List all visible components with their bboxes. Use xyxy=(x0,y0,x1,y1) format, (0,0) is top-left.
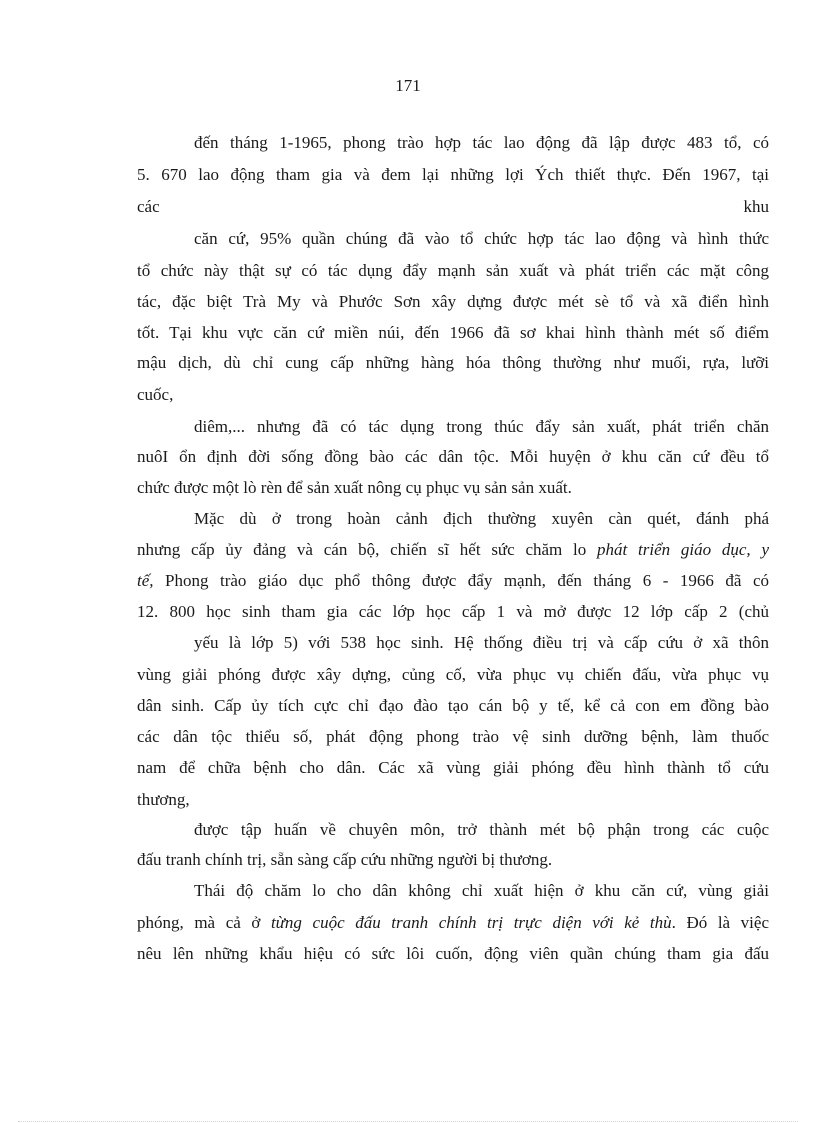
text-line: diêm,... nhưng đã có tác dụng trong thúc đẩy sản xuất, phát triển chăn xyxy=(194,417,769,436)
text-line: tốt. Tại khu vực căn cứ miền núi, đến 1966 đã sơ khai hình thành mét số điểm xyxy=(137,323,769,342)
text-line: căn cứ, 95% quần chúng đã vào tổ chức hợp tác lao động và hình thức xyxy=(194,229,769,248)
text-line: Mặc dù ở trong hoàn cảnh địch thường xuyên càn quét, đánh phá xyxy=(194,509,769,528)
text-line: nuôI ổn định đời sống đồng bào các dân tộc. Mỗi huyện ở khu căn cứ đều tổ xyxy=(137,447,769,466)
text-segment-italic: phát triển giáo dục, y xyxy=(597,540,769,559)
text-line: được tập huấn về chuyên môn, trở thành mét bộ phận trong các cuộc xyxy=(194,820,769,839)
text-line: yếu là lớp 5) với 538 học sinh. Hệ thống điều trị và cấp cứu ở xã thôn xyxy=(194,633,769,652)
text-line: đến tháng 1-1965, phong trào hợp tác lao động đã lập được 483 tổ, có xyxy=(194,133,769,152)
text-segment: khu xyxy=(743,197,769,216)
text-line: nam để chữa bệnh cho dân. Các xã vùng giải phóng đều hình thành tổ cứu xyxy=(137,758,769,777)
text-line xyxy=(137,913,769,933)
text-line: đấu tranh chính trị, sẵn sàng cấp cứu những người bị thương. xyxy=(137,850,553,869)
text-line: chức được một lò rèn để sản xuất nông cụ phục vụ sản sản xuất. xyxy=(137,478,572,497)
page-bottom-rule xyxy=(18,1121,798,1122)
text-segment: nhưng cấp ủy đảng và cán bộ, chiến sĩ hết sức chăm lo xyxy=(137,540,598,559)
text-line: dân sinh. Cấp ủy tích cực chỉ đạo đào tạo cán bộ y tế, kể cả con em đồng bào xyxy=(137,696,769,715)
text-line: thương, xyxy=(137,790,190,809)
text-line: tổ chức này thật sự có tác dụng đẩy mạnh sản xuất và phát triển các mặt công xyxy=(137,261,769,280)
text-segment: Phong trào giáo dục phổ thông được đẩy mạnh, đến tháng 6 - 1966 đã có xyxy=(153,571,769,590)
text-line: Thái độ chăm lo cho dân không chỉ xuất hiện ở khu căn cứ, vùng giải xyxy=(194,881,769,900)
text-segment-italic: từng cuộc đấu tranh chính trị trực diện với kẻ thù xyxy=(270,913,672,932)
text-line xyxy=(137,571,769,591)
text-segment: các xyxy=(137,197,160,216)
text-segment-italic: tế, xyxy=(137,571,154,590)
text-segment: . Đó là việc xyxy=(671,913,769,932)
text-line: tác, đặc biệt Trà My và Phước Sơn xây dựng được mét sè tổ và xã điển hình xyxy=(137,292,769,311)
text-line: nêu lên những khẩu hiệu có sức lôi cuốn, động viên quần chúng tham gia đấu xyxy=(137,944,769,963)
text-line: vùng giải phóng được xây dựng, củng cố, vừa phục vụ chiến đấu, vừa phục vụ xyxy=(137,665,769,684)
text-line: 5. 670 lao động tham gia và đem lại những lợi Ých thiết thực. Đến 1967, tại xyxy=(137,165,769,184)
text-segment: phóng, mà cả ở xyxy=(137,913,271,932)
text-line: 12. 800 học sinh tham gia các lớp học cấp 1 và mở được 12 lớp cấp 2 (chủ xyxy=(137,602,769,621)
text-line xyxy=(137,540,769,560)
page-number: 171 xyxy=(395,76,421,95)
text-line xyxy=(137,197,769,217)
text-line: mậu dịch, dù chỉ cung cấp những hàng hóa thông thường như muối, rựa, lưỡi xyxy=(137,353,769,372)
text-line: cuốc, xyxy=(137,385,174,404)
text-line: các dân tộc thiểu số, phát động phong trào vệ sinh dưỡng bệnh, làm thuốc xyxy=(137,727,769,746)
